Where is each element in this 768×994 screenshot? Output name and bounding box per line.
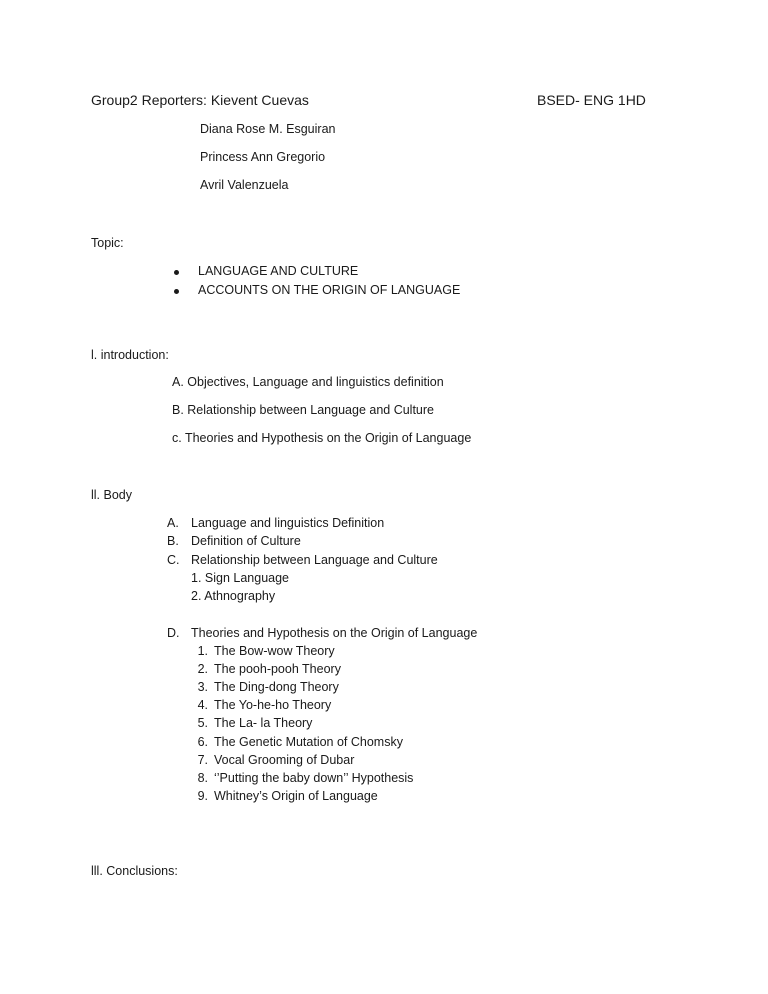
member-name: Diana Rose M. Esguiran [200, 122, 336, 136]
list-marker: B. [167, 534, 179, 548]
introduction-item: B. Relationship between Language and Culture [172, 403, 434, 417]
body-label: ll. Body [91, 488, 132, 502]
bullet-icon [174, 270, 179, 275]
theory-item-text: The Bow-wow Theory [214, 644, 335, 658]
theory-item-text: ‘’Putting the baby down’’ Hypothesis [214, 771, 414, 785]
list-marker: 7. [197, 753, 208, 767]
sub-item: 1. Sign Language [191, 571, 290, 585]
theory-item-text: The pooh-pooh Theory [214, 662, 341, 676]
theory-item-text: Whitney’s Origin of Language [214, 789, 378, 803]
conclusions-label: lll. Conclusions: [91, 864, 178, 878]
introduction-label: l. introduction: [91, 348, 169, 362]
list-marker: 2. [197, 662, 208, 676]
list-marker: 5. [197, 716, 208, 730]
introduction-item: A. Objectives, Language and linguistics definition [172, 375, 444, 389]
list-marker: 9. [197, 789, 208, 803]
body-section-text: Definition of Culture [191, 534, 301, 548]
list-marker: 6. [197, 735, 208, 749]
theory-item-text: Vocal Grooming of Dubar [214, 753, 355, 767]
theory-item-text: The La- la Theory [214, 716, 313, 730]
list-marker: 3. [197, 680, 208, 694]
bullet-icon [174, 289, 179, 294]
body-section-text: Relationship between Language and Culture [191, 553, 438, 567]
topic-item-text: LANGUAGE AND CULTURE [198, 264, 359, 278]
sub-item: 2. Athnography [191, 589, 276, 603]
reporters-heading: Group2 Reporters: Kievent Cuevas [91, 92, 309, 108]
theory-item-text: The Genetic Mutation of Chomsky [214, 735, 403, 749]
list-marker: C. [167, 553, 180, 567]
list-marker: A. [167, 516, 179, 530]
list-marker: 8. [197, 771, 208, 785]
introduction-item: c. Theories and Hypothesis on the Origin of Language [172, 431, 472, 445]
member-name: Avril Valenzuela [200, 178, 289, 192]
theory-item-text: The Ding-dong Theory [214, 680, 339, 694]
theory-item-text: The Yo-he-ho Theory [214, 698, 332, 712]
list-marker: 4. [197, 698, 208, 712]
body-section-text: Language and linguistics Definition [191, 516, 385, 530]
list-marker: D. [167, 626, 180, 640]
class-code: BSED- ENG 1HD [537, 92, 646, 108]
list-marker: 1. [197, 644, 208, 658]
member-name: Princess Ann Gregorio [200, 150, 326, 164]
topic-label: Topic: [91, 236, 124, 250]
body-section-text: Theories and Hypothesis on the Origin of Language [191, 626, 478, 640]
topic-item-text: ACCOUNTS ON THE ORIGIN OF LANGUAGE [198, 283, 461, 297]
